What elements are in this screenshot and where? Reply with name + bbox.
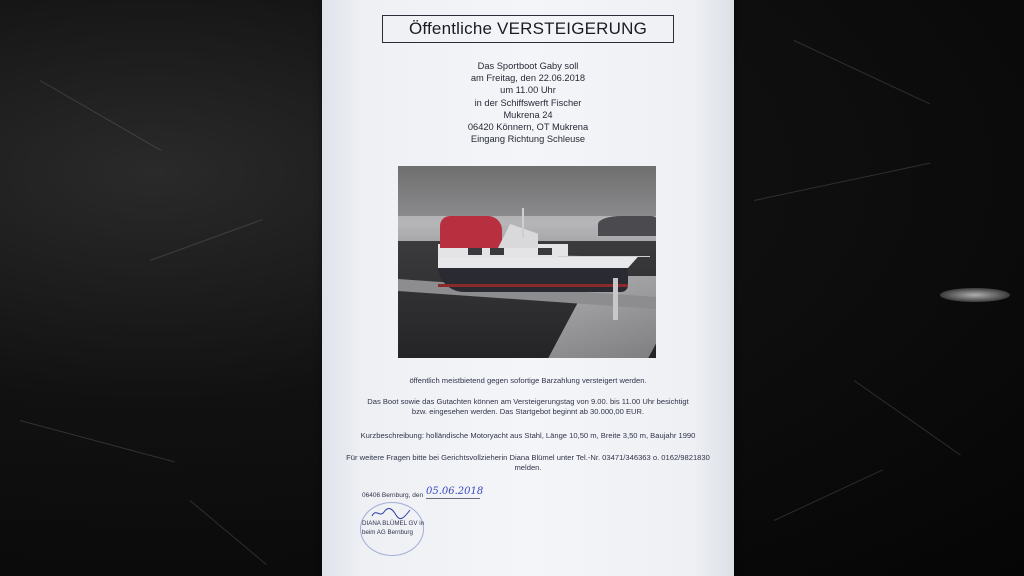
signature-scribble [370, 506, 412, 520]
description-line: Kurzbeschreibung: holländische Motoryacht aus Stahl, Länge 10,50 m, Breite 3,50 m, Baujahr 1990 [360, 431, 696, 440]
boat-photo [398, 166, 656, 358]
intro-line: Mukrena 24 [503, 109, 553, 120]
place-date-printed: 06406 Bernburg, den [362, 492, 424, 499]
viewing-paragraph: Das Boot sowie das Gutachten können am Versteigerungstag von 9.00. bis 11.00 Uhr besichtigt bzw. eingesehen werden. Das Startgebot beginnt ab 30.000,00 EUR. [367, 397, 689, 416]
marble-surface-left [0, 0, 322, 576]
intro-line: am Freitag, den 22.06.2018 [470, 73, 586, 84]
auction-notice-paper [322, 0, 734, 576]
signature-line: beim AG Bernburg [362, 529, 413, 536]
contact-paragraph: Für weitere Fragen bitte bei Gerichtsvollzieherin Diana Blümel unter Tel.-Nr. 03471/346363 o. 0162/9821830 melden. [346, 453, 710, 472]
notice-intro [322, 60, 734, 145]
notice-title: Öffentliche VERSTEIGERUNG [382, 15, 674, 43]
sale-line: öffentlich meistbietend gegen sofortige Barzahlung versteigert werden. [409, 376, 647, 385]
intro-line: um 11.00 Uhr [500, 85, 556, 96]
signature-block [352, 486, 512, 560]
intro-line: in der Schiffswerft Fischer [474, 97, 582, 108]
handwritten-date: 05.06.2018 [426, 486, 484, 497]
intro-line: Das Sportboot Gaby soll [477, 61, 579, 71]
intro-line: Eingang Richtung Schleuse [470, 134, 586, 145]
light-glare [940, 288, 1010, 302]
signature-line: DIANA BLÜMEL GV in [362, 520, 425, 527]
intro-line: 06420 Könnern, OT Mukrena [467, 122, 589, 133]
